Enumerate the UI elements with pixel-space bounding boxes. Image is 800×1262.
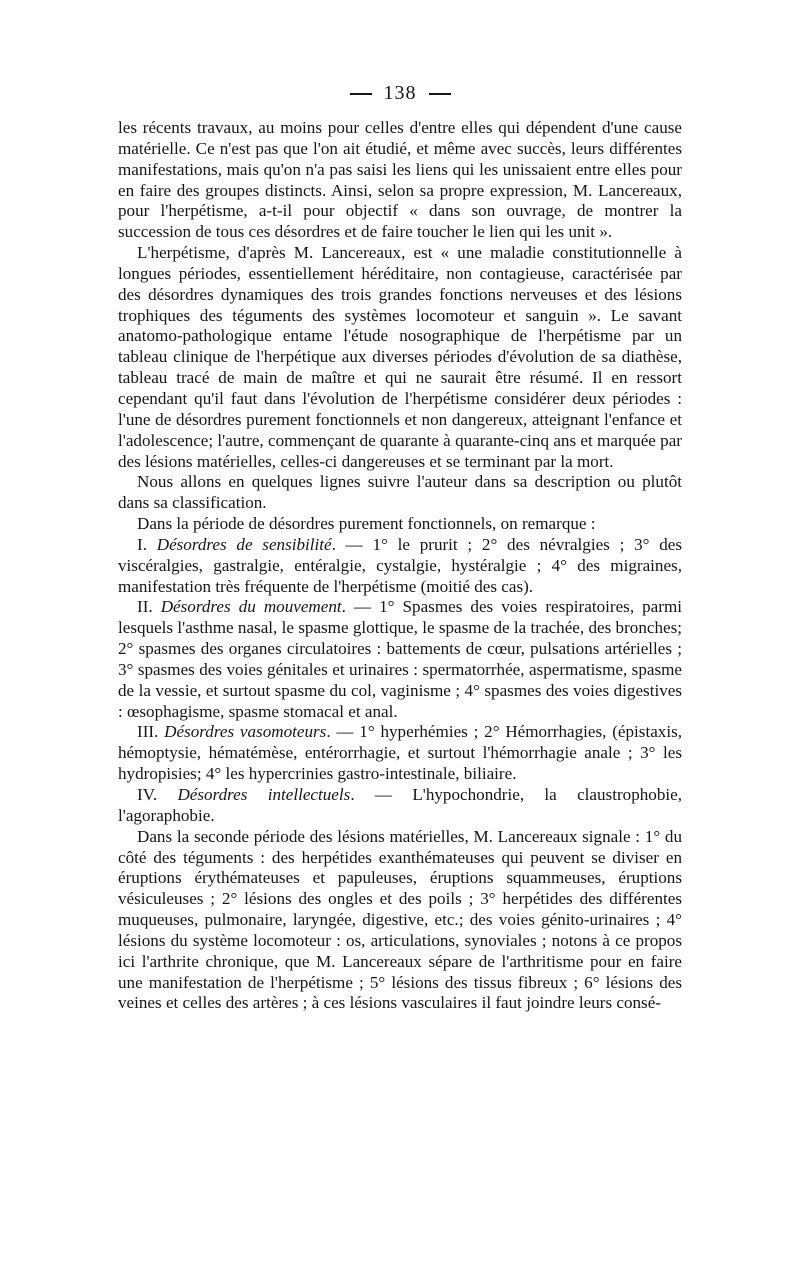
body-text [118,118,682,1014]
paragraph [118,514,682,535]
section-heading: Désordres du mouvement [160,597,342,617]
paragraph [118,472,682,514]
paragraph-text: L'herpétisme, d'après M. Lancereaux, est « une maladie constitutionnelle à longues périodes, essentiellement héréditaire, non contagieuse, caractérisée par des désordres dynamiques des trois grandes fonctions nerveuses et des lésions trophiques des téguments des systèmes locomoteur et sanguin ». Le savant anatomo-pathologique entame l'étude nosographique de l'herpétisme par un tableau clinique de l'herpétique aux diverses périodes d'évolution de sa diathèse, tableau tracé de main de maître et qui ne saurait être résumé. Il en ressort cependant qu'il faut dans l'évolution de l'herpétisme considérer deux périodes : l'une de désordres purement fonctionnels et non dangereux, atteignant l'enfance et l'adolescence; l'autre, commençant de quarante à quarante-cinq ans et marquée par des lésions matérielles, celles-ci dangereuses et se terminant par la mort. [118,243,682,471]
section-heading: Désordres vasomoteurs [164,722,327,742]
paragraph-text: . — 1° Spasmes des voies respiratoires, parmi lesquels l'asthme nasal, le spasme glottique, le spasme de la trachée, des bronches; 2° spasmes des organes circulatoires : battements de cœur, pulsations artérielles ; 3° spasmes des voies génitales et urinaires : spermatorrhée, aspermatisme, spasme de la vessie, et surtout spasme du col, vaginisme ; 4° spasmes des voies digestives : œsophagisme, spasme stomacal et anal. [118,597,682,721]
paragraph [118,118,682,243]
page-number [118,82,682,105]
list-number: III. [137,722,165,742]
paragraph-text: les récents travaux, au moins pour celles d'entre elles qui dépendent d'une cause matérielle. Ce n'est pas que l'on ait étudié, et même avec succès, leurs différentes manifestations, mais qu'on n'a pas saisi les liens qui les unissaient entre elles pour en faire des groupes distincts. Ainsi, selon sa propre expression, M. Lancereaux, pour l'herpétisme, a-t-il pour objectif « dans son ouvrage, de montrer la succession de tous ces désordres et de faire toucher le lien qui les unit ». [118,118,682,242]
paragraph-text: . — L'hypochondrie, la claustrophobie, l'agoraphobie. [118,785,682,825]
list-item-sensibilite [118,535,682,598]
page-number-dash-left [350,93,372,95]
list-number: II. [137,597,161,617]
list-item-mouvement [118,597,682,722]
paragraph-text: Nous allons en quelques lignes suivre l'auteur dans sa description ou plutôt dans sa classification. [118,472,682,513]
list-number: I. [137,534,157,554]
list-item-vasomoteurs [118,722,682,785]
page-number-value: 138 [383,82,417,104]
paragraph-text: Dans la période de désordres purement fonctionnels, on remarque : [137,514,596,534]
paragraph-text: . — 1° le prurit ; 2° des névralgies ; 3° des viscéralgies, gastralgie, entéralgie, cystalgie, hystéralgie ; 4° des migraines, manifestation très fréquente de l'herpétisme (moitié des cas). [118,534,682,596]
list-item-intellectuels [118,785,682,827]
paragraph [118,243,682,472]
book-page [118,0,682,1262]
list-number: IV. [137,785,178,804]
paragraph-text: . — 1° hyperhémies ; 2° Hémorrhagies, (épistaxis, hémoptysie, hématémèse, entérorrhagie, et surtout l'hémorrhagie anale ; 3° les hydropisies; 4° les hypercrinies gastro-intestinale, biliaire. [118,722,683,784]
page-number-dash-right [429,93,451,95]
section-heading: Désordres intellectuels [177,785,351,804]
paragraph [118,827,682,1015]
section-heading: Désordres de sensibilité [156,534,332,554]
paragraph-text: Dans la seconde période des lésions matérielles, M. Lancereaux signale : 1° du côté des téguments : des herpétides exanthémateuses qui peuvent se diviser en éruptions érythémateuses et papuleuses, éruptions squammeuses, éruptions vésiculeuses ; 2° lésions des ongles et des poils ; 3° herpétides des différentes muqueuses, pulmonaire, laryngée, digestive, etc.; des voies génito-urinaires ; 4° lésions du système locomoteur : os, articulations, synoviales ; notons à ce propos ici l'arthrite chronique, que M. Lancereaux sépare de l'arthritisme pour en faire une manifestation de l'herpétisme ; 5° lésions des tissus fibreux ; 6° lésions des veines et celles des artères ; à ces lésions vasculaires il faut joindre leurs consé- [118,826,682,1013]
